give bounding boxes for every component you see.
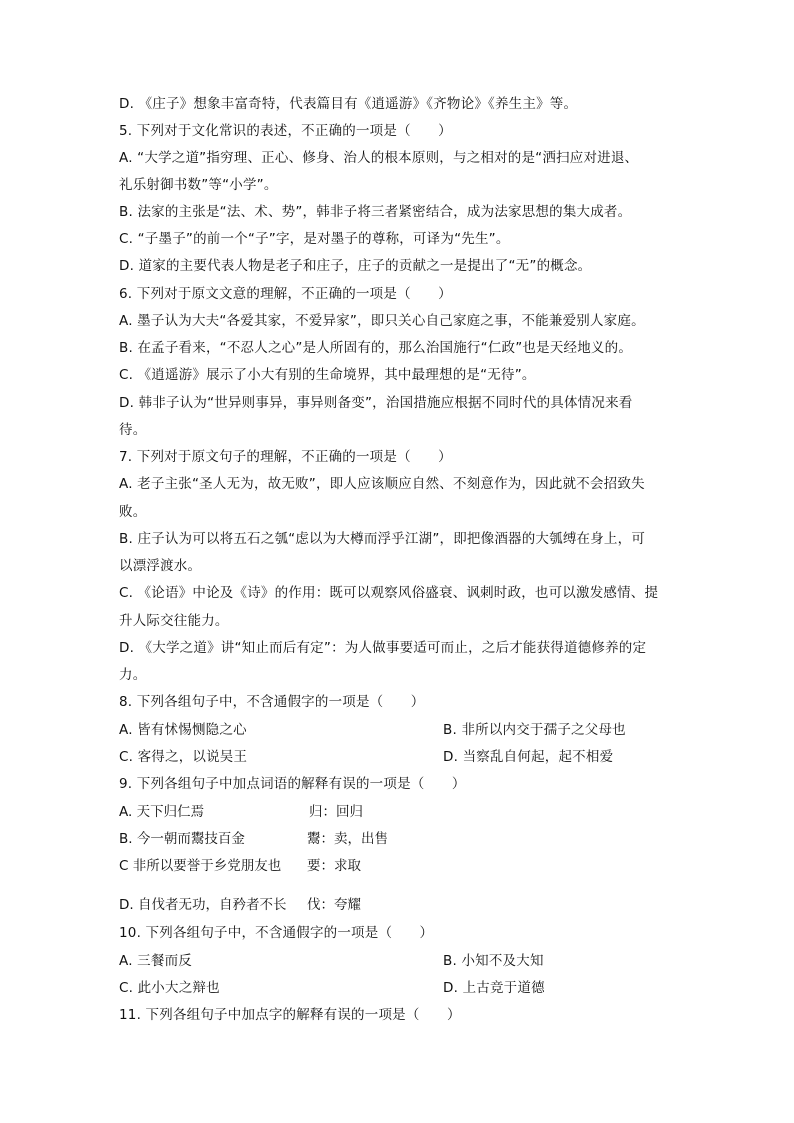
q4-option-d: D. 《庄子》想象丰富奇特，代表篇目有《逍遥游》《齐物论》《养生主》等。 [119,96,578,112]
q6-option-d-line2: 待。 [119,422,147,438]
q6-option-d-line1: D. 韩非子认为“世异则事异，事异则备变”，治国措施应根据不同时代的具体情况来看 [119,395,633,411]
q10-stem: 10. 下列各组句子中，不含通假字的一项是（ ） [119,925,434,941]
q11-stem: 11. 下列各组句子中加点字的解释有误的一项是（ ） [119,1007,461,1023]
q9-stem: 9. 下列各组句子中加点词语的解释有误的一项是（ ） [119,776,466,792]
q7-option-d-line2: 力。 [119,667,147,683]
q5-option-d: D. 道家的主要代表人物是老子和庄子，庄子的贡献之一是提出了“无”的概念。 [119,258,592,274]
q7-option-b-line2: 以漂浮渡水。 [119,558,202,574]
q9-option-a-gloss: 归：回归 [309,804,363,820]
q8-option-c: C. 客得之，以说吴王 [119,749,248,765]
q6-option-b: B. 在孟子看来，“不忍人之心”是人所固有的，那么治国施行“仁政”也是天经地义的。 [119,340,633,356]
q8-stem: 8. 下列各组句子中，不含通假字的一项是（ ） [119,694,425,710]
q9-option-c-gloss: 要：求取 [307,858,361,874]
q9-option-a-sentence: A. 天下归仁焉 [119,804,205,820]
q10-option-d: D. 上古竞于道德 [443,980,545,996]
q6-stem: 6. 下列对于原文文意的理解，不正确的一项是（ ） [119,286,452,302]
q10-option-c: C. 此小大之辩也 [119,980,220,996]
q9-option-b-gloss: 鬻：卖，出售 [307,831,388,847]
q5-option-a-line1: A. “大学之道”指穷理、正心、修身、治人的根本原则，与之相对的是“洒扫应对进退、 [119,150,639,166]
q6-option-a: A. 墨子认为大夫“各爱其家，不爱异家”，即只关心自己家庭之事，不能兼爱别人家庭。 [119,313,645,329]
q5-option-b: B. 法家的主张是“法、术、势”，韩非子将三者紧密结合，成为法家思想的集大成者。 [119,204,632,220]
q6-option-c: C. 《逍遥游》展示了小大有别的生命境界，其中最理想的是“无待”。 [119,367,536,383]
q7-option-a-line2: 败。 [119,504,147,520]
q7-option-c-line2: 升人际交往能力。 [119,613,229,629]
q8-option-a: A. 皆有怵惕恻隐之心 [119,722,247,738]
q8-option-b: B. 非所以内交于孺子之父母也 [443,722,626,738]
q9-option-d-sentence: D. 自伐者无功，自矜者不长 [119,897,287,913]
q5-stem: 5. 下列对于文化常识的表述，不正确的一项是（ ） [119,123,452,139]
q7-option-a-line1: A. 老子主张“圣人无为，故无败”，即人应该顺应自然、不刻意作为，因此就不会招致失 [119,476,645,492]
q5-option-a-line2: 礼乐射御书数”等“小学”。 [119,177,278,193]
q7-option-d-line1: D. 《大学之道》讲“知止而后有定”：为人做事要适可而止，之后才能获得道德修养的定 [119,640,647,656]
q7-option-c-line1: C. 《论语》中论及《诗》的作用：既可以观察风俗盛衰、讽刺时政，也可以激发感情、提 [119,585,659,601]
q5-option-c: C. “子墨子”的前一个“子”字，是对墨子的尊称，可译为“先生”。 [119,231,510,247]
q9-option-c-sentence: C 非所以要誉于乡党朋友也 [119,858,282,874]
q9-option-b-sentence: B. 今一朝而鬻技百金 [119,831,245,847]
q7-option-b-line1: B. 庄子认为可以将五石之瓠“虑以为大樽而浮乎江湖”，即把像酒器的大瓠缚在身上，可 [119,531,646,547]
q10-option-b: B. 小知不及大知 [443,953,544,969]
q9-option-d-gloss: 伐：夸耀 [307,897,361,913]
q8-option-d: D. 当察乱自何起，起不相爱 [443,749,614,765]
q10-option-a: A. 三餐而反 [119,953,192,969]
q7-stem: 7. 下列对于原文句子的理解，不正确的一项是（ ） [119,449,452,465]
